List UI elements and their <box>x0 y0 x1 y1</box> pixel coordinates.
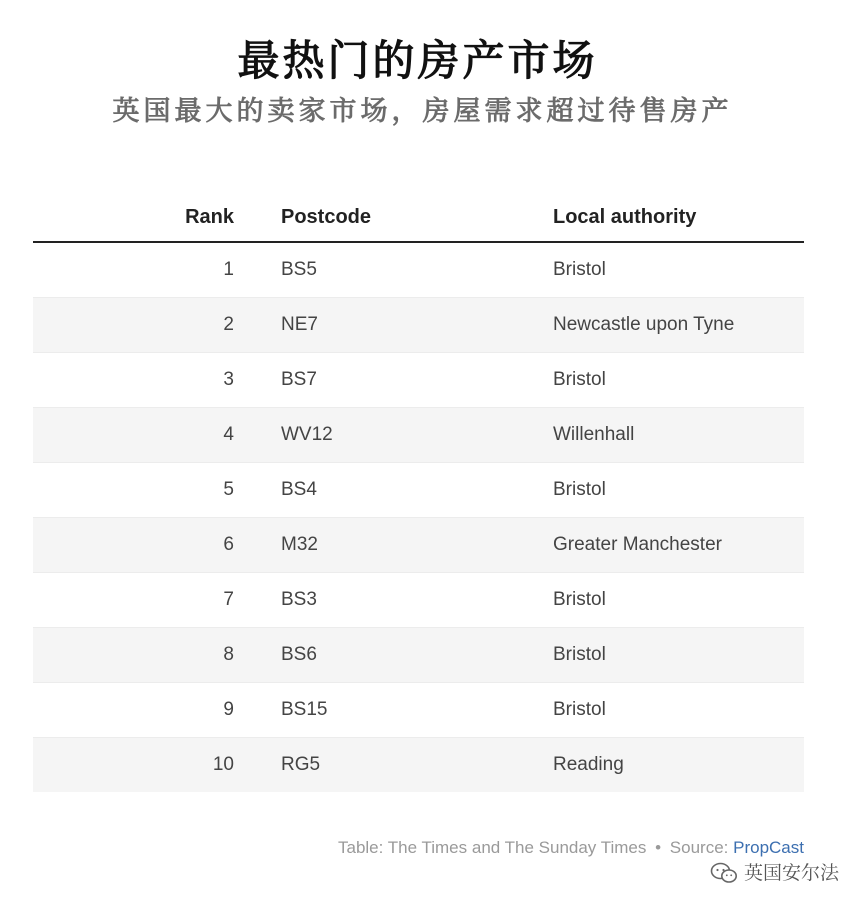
authority-cell: Bristol <box>553 259 606 280</box>
postcode-cell: BS7 <box>281 369 317 390</box>
page-subtitle: 英国最大的卖家市场，房屋需求超过待售房产 <box>112 96 733 127</box>
table-row <box>33 738 804 792</box>
authority-cell: Reading <box>553 754 624 775</box>
footer-separator: • <box>655 838 662 857</box>
authority-cell: Bristol <box>553 479 606 500</box>
source-link[interactable]: PropCast <box>733 838 804 857</box>
rank-cell: 9 <box>223 699 234 720</box>
postcode-cell: BS15 <box>281 699 328 720</box>
authority-cell: Bristol <box>553 589 606 610</box>
table-row <box>33 353 804 408</box>
column-header-postcode: Postcode <box>281 206 372 228</box>
table-row <box>33 683 804 738</box>
rank-cell: 2 <box>223 314 234 335</box>
authority-cell: Willenhall <box>553 424 635 445</box>
page-title: 最热门的房产市场 <box>237 36 598 85</box>
credit-text: Table: The Times and The Sunday Times <box>338 838 647 857</box>
authority-cell: Bristol <box>553 699 606 720</box>
table-row <box>33 463 804 518</box>
rank-cell: 4 <box>223 424 234 445</box>
postcode-cell: RG5 <box>281 754 321 775</box>
rank-cell: 3 <box>223 369 234 390</box>
postcode-cell: BS5 <box>281 259 317 280</box>
rank-cell: 5 <box>223 479 234 500</box>
rank-cell: 10 <box>212 754 234 775</box>
postcode-cell: M32 <box>281 534 318 555</box>
table-row <box>33 408 804 463</box>
postcode-cell: WV12 <box>281 424 333 445</box>
authority-cell: Newcastle upon Tyne <box>553 314 735 335</box>
rank-cell: 7 <box>223 589 234 610</box>
column-header-authority: Local authority <box>553 206 697 228</box>
authority-cell: Greater Manchester <box>553 534 722 555</box>
source-label: Source: <box>669 838 729 857</box>
postcode-table <box>33 189 804 792</box>
rank-cell: 8 <box>223 644 234 665</box>
postcode-cell: BS6 <box>281 644 317 665</box>
table-header <box>33 189 804 243</box>
watermark-text: 英国安尔法 <box>743 862 839 884</box>
table-row <box>33 573 804 628</box>
watermark <box>710 860 839 886</box>
authority-cell: Bristol <box>553 644 606 665</box>
column-header-rank: Rank <box>185 206 234 228</box>
table-row <box>33 628 804 683</box>
table-footer <box>338 837 804 859</box>
postcode-cell: BS4 <box>281 479 317 500</box>
postcode-cell: NE7 <box>281 314 318 335</box>
rank-cell: 1 <box>223 259 234 280</box>
postcode-cell: BS3 <box>281 589 317 610</box>
rank-cell: 6 <box>223 534 234 555</box>
table-row <box>33 298 804 353</box>
wechat-icon <box>710 862 738 884</box>
table-row <box>33 518 804 573</box>
table-row <box>33 243 804 298</box>
authority-cell: Bristol <box>553 369 606 390</box>
